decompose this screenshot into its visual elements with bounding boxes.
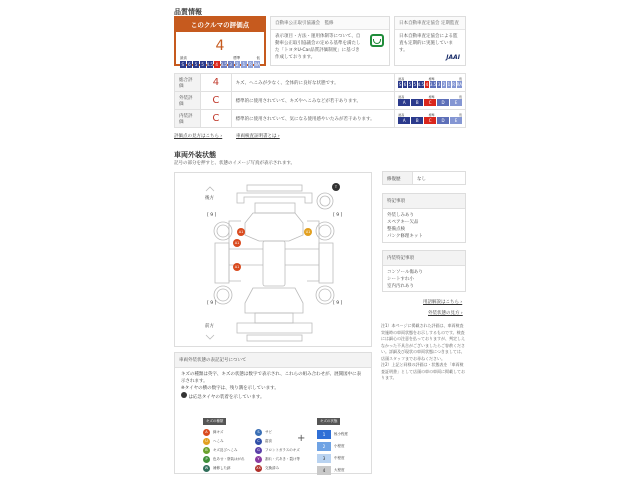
scale-cell: 1 [242,62,246,67]
damage-type-item: Y 割れ・穴あき・裂け等 [255,455,307,464]
exterior-title: 車両外装状態 [174,151,216,159]
glossary-link[interactable]: 用語解説はこちら › [423,300,463,305]
scale-cell: B [411,99,423,106]
scale-cell: 4.5 [206,62,213,67]
scale-cell: C [424,99,436,106]
list-item: 外装しみあり [387,213,414,218]
damage-mark-a1[interactable]: A1 [234,241,240,245]
list-item: コンソール傷あり [387,270,423,275]
scale-labels: 最高 標準 低 [180,56,260,60]
front-label: 前方 [205,324,214,329]
supervisor-body: 表示項目・方法・運用体制等について、自動車公正取引協議会の定める基準を満たした「トヨタU-Car品質評価制度」に基づき作成しております。 [275,34,361,60]
damage-type-item: U へこみ [203,437,255,446]
supervisor-card-jaai [394,16,466,66]
levels-label: キズの状態 [317,418,340,425]
damage-types [203,428,307,473]
plus-sign: + [297,433,306,444]
scale-cell: E [450,99,462,106]
damage-type-item: XX 交換済み [256,466,279,470]
scale-cell: RA [254,62,260,67]
fair-trade-logo-icon [370,34,384,47]
damage-type-item: G フロントガラスのキズ [255,446,307,455]
scale-cell: 5 [194,62,198,67]
damage-level-item: 2 小程度 [317,440,348,452]
tire-depth-front-right: [ 9 ] [333,301,343,306]
scale-cell: C [424,117,436,124]
scale-cell: S [398,82,402,87]
how-to-read-link[interactable]: 評価点の見方はこちら › [174,134,223,139]
damage-type-item: S サビ [255,428,307,437]
scale-cell: 2 [442,82,446,87]
jaai-logo: JAAI [446,54,460,61]
scale-cell: 4 [215,62,218,67]
interior-notes-box: 内装特記事項 コンソール傷あり シートすれ小 室内汚れあり [382,250,466,292]
scale-cell: RA [456,82,462,87]
exterior-view-link[interactable]: 外装状態の見方 › [428,311,463,316]
rear-label: 後方 [205,196,214,201]
jaai-title: 日本自動車査定協会 定期監査 [395,17,465,30]
overall-scale [398,81,462,88]
spare-tire-mark[interactable]: T [332,183,340,191]
scale-cell: 5 [413,82,416,87]
scale-cell: 3.5 [429,82,437,87]
tire-depth-rear-left: [ 9 ] [207,213,217,218]
scale-cell: 5 [408,82,412,87]
scale-cell: R [452,82,456,87]
evaluation-card [174,16,266,66]
supervisor-title: 自動車公正取引協議会 監修 [271,17,389,30]
damage-level-item: 3 中程度 [317,452,348,464]
tire-depth-rear-right: [ 9 ] [333,213,343,218]
legend-title: 車両外装状態の表記記号について [175,353,371,368]
interior-scale [398,117,462,124]
exterior-subtitle: 記号の部分を押すと、状態のイメージ写真が表示されます。 [174,161,296,166]
spare-tire-icon [181,392,187,398]
evaluation-scale [176,61,264,68]
notes: 注1）本ページに掲載された評価は、車両検査実施時の車両状態をお示しするものです。検査には細心の注意を払っておりますが、判定しえなかった不具合がございましたらご容赦ください。詳細及び現状の車両状態につきましては、店頭スタッフまでお尋ねください。 注2）上記と同様の評価は・状態表を「車両検査証明書」として店頭の車の車両に掲載しております。 [381,323,465,380]
jaai-body: 日本自動車査定協会による監査も定期的に実施しています。 [399,34,458,53]
quality-title: 品質情報 [174,8,202,16]
damage-mark-u1[interactable]: U1 [305,230,311,234]
list-item: パンク修理キット [387,234,423,239]
scale-cell: 4.5 [417,82,425,87]
evaluation-header: このクルマの評価点 [176,18,264,32]
damage-level-item: 1 極小程度 [317,428,348,440]
types-label: キズの種類 [203,418,226,425]
damage-levels [317,428,348,476]
scale-cell: 5 [201,62,204,67]
list-item: シートすれ小 [387,277,414,282]
supervisor-card-fair-trade [270,16,390,66]
scale-cell: 6 [403,82,407,87]
damage-mark-a1[interactable]: A1 [234,265,240,269]
damage-level-item: 4 大程度 [317,464,348,476]
repair-history-box: 修復歴 なし [382,171,466,185]
inspector-cert-link[interactable]: 車両検査証明書とは › [236,134,280,139]
tire-depth-front-left: [ 9 ] [207,301,217,306]
damage-mark-a1[interactable]: A1 [238,230,244,234]
damage-type-item: W 補修した跡 [204,466,231,470]
scale-cell: R [249,62,252,67]
grade-row-exterior: 外装評価 C 標準的に使用されていて、キズやへこみなどが若干あります。 最高 標準 低 A B C D E [175,92,466,110]
scale-cell: 3 [437,82,441,87]
damage-type-item: P 色あせ・塗装はがれ [203,455,255,464]
list-item: 室内汚れあり [387,284,414,289]
special-notes-box: 特記事項 外装しみあり スペアキー欠品 整備点検 パンク修理キット [382,193,466,243]
scale-cell: D [437,99,449,106]
list-item: スペアキー欠品 [387,220,419,225]
legend-box: 車両外装状態の表記記号について キズの種類は英字、キズの状態は数字で表示され、これらの組み合わせが、展開図中に表示されます。 ※タイヤの横の数字は、残り溝を示しています。 は応急タイヤの装着を示しています。 キズの種類 A 線キズ S サビ U へこみ C 腐食 B キズ及びへこみ G フロントガラスのキズ P 色あせ・塗装はがれ Y 割れ・穴あき・裂け等 W 補修した跡 XX 交換済み + キズの状態 1 極小程度 2 小程度 3 中程度 4 大程度 [174,352,372,474]
scale-cell: S [181,62,185,67]
damage-type-item: C 腐食 [255,437,307,446]
damage-type-item: A 線キズ [203,428,255,437]
scale-cell: 4 [425,82,429,87]
scale-cell: A [398,99,410,106]
scale-cell: B [411,117,423,124]
scale-cell: A [398,117,410,124]
grade-row-interior: 内装評価 C 標準的に使用されていて、気になる使用感やいたみが若干あります。 最高 標準 低 A B C D E [175,110,466,128]
scale-cell: 2 [236,62,239,67]
scale-cell: 3 [229,62,232,67]
exterior-scale [398,99,462,106]
evaluation-score: 4 [215,38,225,54]
scale-cell: D [437,117,449,124]
damage-type-item: B キズ及びへこみ [203,446,255,455]
vehicle-diagram [174,172,372,347]
scale-cell: 1 [447,82,451,87]
scale-cell: 6 [188,62,191,67]
list-item: 整備点検 [387,227,405,232]
grade-row-overall: 総合評価 4 キズ、へこみが少なく、全体的に良好な状態です。 最高 標準 低 S 6 5 5 4.5 4 3.5 3 2 1 R RA [175,74,466,92]
scale-cell: 3.5 [220,62,227,67]
grades-table [174,73,466,128]
scale-cell: E [450,117,462,124]
